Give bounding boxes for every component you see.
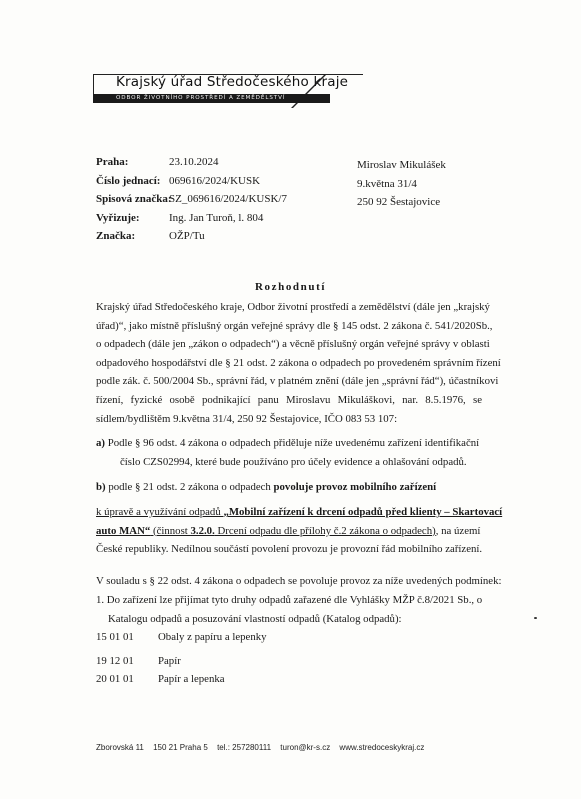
recipient-city: 250 92 Šestajovice [357, 196, 441, 208]
meta-label: Spisová značka: [96, 193, 172, 205]
item-a-line2: číslo CZS02994, které bude používáno pro účely evidence a ohlašování odpadů. [120, 455, 467, 468]
footer-phone: tel.: 257280111 [217, 743, 272, 752]
condition-1 [96, 591, 488, 628]
waste-code: 19 12 01 [96, 655, 134, 667]
recipient-name: Miroslav Mikulášek [357, 159, 446, 171]
permit-facility-name-end: auto MAN“ [96, 524, 151, 537]
item-b [96, 478, 486, 497]
permit-territory: , na území [435, 524, 481, 537]
waste-name: Obaly z papíru a lepenky [158, 631, 267, 643]
waste-name: Papír [158, 655, 181, 667]
waste-code: 20 01 01 [96, 673, 134, 685]
footer-city: 150 21 Praha 5 [153, 743, 208, 752]
conditions-intro: V souladu s § 22 odst. 4 zákona o odpadech se povoluje provoz za níže uvedených podmínek: [96, 575, 502, 587]
condition-1-line2: Katalogu odpadů a posuzování vlastností odpadů (Katalog odpadů): [108, 612, 402, 625]
item-b-text: podle § 21 odst. 2 zákona o odpadech [108, 481, 274, 493]
item-b-prefix: b) [96, 481, 106, 493]
footer-street: Zborovská 11 [96, 743, 144, 752]
item-b-bold: povoluje provoz mobilního zařízení [273, 481, 437, 493]
intro-line: sídlem/bydlištěm 9.května 31/4, 250 92 Šestajovice, IČO 083 53 107: [96, 412, 398, 425]
waste-name: Papír a lepenka [158, 673, 225, 685]
footer-email: turon@kr-s.cz [280, 743, 331, 752]
intro-line: o odpadech (dále jen „zákon o odpadech“) a věcně příslušný orgán veřejné správy v oblasti [96, 338, 490, 351]
permit-activity-label: (činnost [150, 524, 191, 537]
permit-paragraph [96, 503, 503, 559]
recipient-address [357, 156, 446, 212]
letterhead-subtitle: ODBOR ŽIVOTNÍHO PROSTŘEDÍ A ZEMĚDĚLSTVÍ [116, 95, 286, 101]
permit-line2 [96, 522, 484, 541]
permit-line1 [96, 503, 503, 522]
meta-label: Vyřizuje: [96, 211, 140, 224]
permit-activity-code: 3.2.0. [190, 524, 215, 537]
item-a-prefix: a) [96, 437, 105, 449]
intro-line: řízení, fyzické osobě podnikající panu Miroslavu Mikuláškovi, nar. 8.5.1976, se [96, 393, 482, 406]
footer [96, 743, 431, 752]
letterhead-left-rule [93, 74, 94, 94]
intro-paragraph [96, 298, 501, 428]
meta-label: Značka: [96, 230, 136, 242]
meta-value: Ing. Jan Turoň, l. 804 [169, 211, 264, 224]
permit-activity-desc: Drcení odpadu dle přílohy č.2 zákona o odpadech) [214, 524, 436, 537]
intro-line: úřad)“, jako místně příslušný orgán veřejné správy dle § 145 odst. 2 zákona č. 541/2020Sb., [96, 319, 493, 332]
intro-line: odpadového hospodářství dle § 21 odst. 2 zákona o odpadech po provedeném správním řízení [96, 356, 501, 369]
item-a-text1: Podle § 96 odst. 4 zákona o odpadech přiděluje níže uvedenému zařízení identifikační [107, 437, 480, 449]
intro-line: Krajský úřad Středočeského kraje, Odbor životní prostředí a zemědělství (dále jen „krajský [96, 301, 490, 313]
letterhead-title: Krajský úřad Středočeského kraje [116, 74, 349, 90]
permit-line3: České republiky. Nedílnou součástí povolení provozu je provozní řád mobilního zařízení. [96, 543, 483, 556]
condition-1-line1: 1. Do zařízení lze přijímat tyto druhy odpadů zařazené dle Vyhlášky MŽP č.8/2021 Sb., o [96, 594, 483, 606]
recipient-street: 9.května 31/4 [357, 177, 417, 190]
meta-value: 23.10.2024 [169, 156, 219, 168]
meta-value: OŽP/Tu [169, 230, 205, 242]
scan-speck [534, 617, 537, 619]
item-a [96, 434, 486, 471]
item-a-line1 [96, 434, 486, 453]
intro-line: podle zák. č. 500/2004 Sb., správní řád, v platném znění (dále jen „správní řád“), účastníkovi [96, 375, 499, 388]
footer-web: www.stredoceskykraj.cz [339, 743, 425, 752]
waste-code: 15 01 01 [96, 631, 134, 643]
meta-label: Číslo jednací: [96, 174, 161, 187]
letterhead [93, 72, 363, 104]
meta-value: 069616/2024/KUSK [169, 174, 261, 187]
decision-heading: Rozhodnutí [254, 281, 327, 293]
permit-facility-name: „Mobilní zařízení k drcení odpadů před klienty – Skartovací [223, 506, 503, 518]
meta-value: SZ_069616/2024/KUSK/7 [169, 193, 287, 205]
meta-label: Praha: [96, 156, 129, 168]
permit-underlined: k úpravě a využívání odpadů [96, 506, 224, 518]
